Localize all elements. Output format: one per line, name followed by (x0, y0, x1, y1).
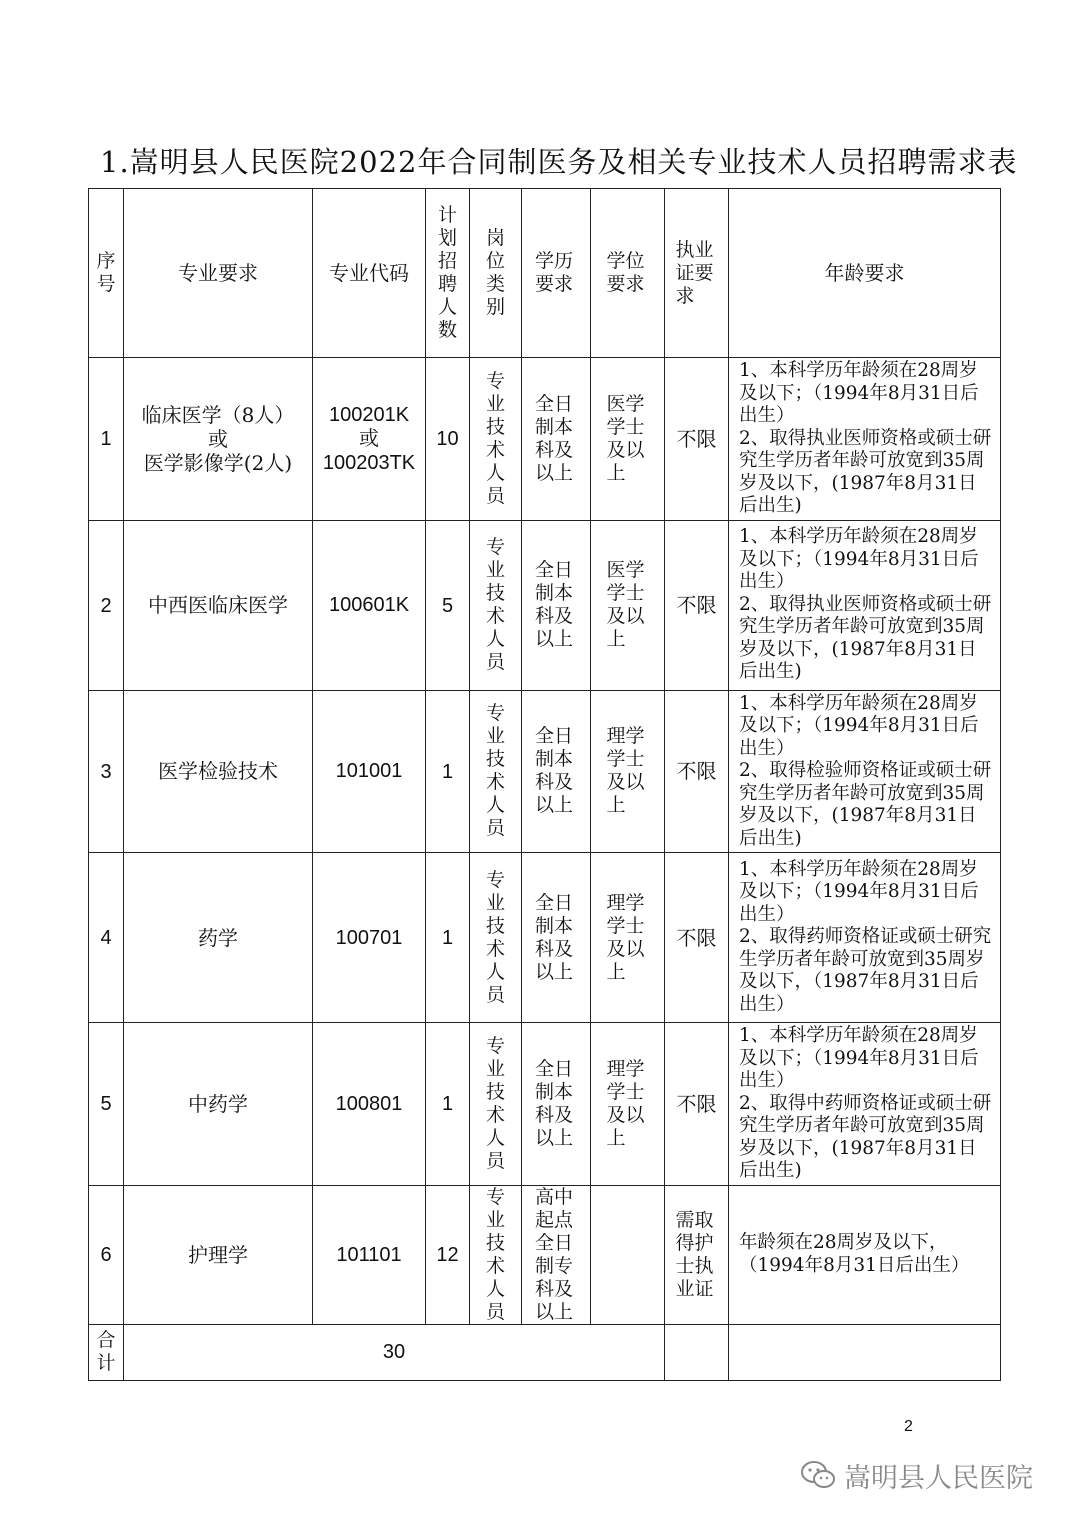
page-number: 2 (904, 1418, 913, 1435)
row-education: 全日制本科及以上 (522, 520, 591, 690)
header-major: 专业要求 (124, 189, 313, 358)
row-license: 不限 (665, 520, 729, 690)
row-major: 中药学 (124, 1023, 313, 1186)
header-age: 年龄要求 (729, 189, 1001, 358)
table-row (89, 1185, 1001, 1324)
row-no: 1 (89, 358, 124, 521)
row-license: 不限 (665, 358, 729, 521)
row-code: 101101 (313, 1185, 426, 1324)
page-title: 1.嵩明县人民医院2022年合同制医务及相关专业技术人员招聘需求表 (100, 145, 1018, 179)
total-age (729, 1324, 1001, 1380)
row-major: 中西医临床医学 (124, 520, 313, 690)
header-count: 计划招聘人数 (426, 189, 470, 358)
row-age: 年龄须在28周岁及以下，（1994年8月31日后出生） (729, 1185, 1001, 1324)
recruitment-table (88, 188, 1001, 1381)
total-value: 30 (124, 1324, 665, 1380)
row-major: 医学检验技术 (124, 690, 313, 853)
watermark-text: 嵩明县人民医院 (844, 1462, 1033, 1494)
row-count: 1 (426, 853, 470, 1023)
table-row (89, 690, 1001, 853)
watermark (800, 1455, 1033, 1495)
row-license: 不限 (665, 690, 729, 853)
header-code: 专业代码 (313, 189, 426, 358)
total-row (89, 1324, 1001, 1380)
row-count: 10 (426, 358, 470, 521)
header-no: 序号 (89, 189, 124, 358)
row-post-type: 专业技术人员 (470, 520, 522, 690)
row-post-type: 专业技术人员 (470, 1185, 522, 1324)
row-age: 1、本科学历年龄须在28周岁及以下；（1994年8月31日后出生） 2、取得执业医师资格或硕士研究生学历者年龄可放宽到35周岁及以下，(1987年8月31日后出生) (729, 358, 1001, 521)
row-code: 100201K 或 100203TK (313, 358, 426, 521)
header-degree: 学位要求 (591, 189, 665, 358)
row-degree: 医学学士及以上 (591, 358, 665, 521)
header-education: 学历要求 (522, 189, 591, 358)
row-license: 需取得护士执业证 (665, 1185, 729, 1324)
row-post-type: 专业技术人员 (470, 853, 522, 1023)
row-education: 全日制本科及以上 (522, 853, 591, 1023)
row-age: 1、本科学历年龄须在28周岁及以下；（1994年8月31日后出生） 2、取得执业医师资格或硕士研究生学历者年龄可放宽到35周岁及以下，(1987年8月31日后出生) (729, 520, 1001, 690)
row-post-type: 专业技术人员 (470, 358, 522, 521)
header-row (89, 189, 1001, 358)
table-row (89, 853, 1001, 1023)
row-degree: 理学学士及以上 (591, 853, 665, 1023)
row-education: 全日制本科及以上 (522, 358, 591, 521)
row-no: 2 (89, 520, 124, 690)
row-code: 100601K (313, 520, 426, 690)
row-code: 100801 (313, 1023, 426, 1186)
row-post-type: 专业技术人员 (470, 1023, 522, 1186)
row-education: 高中起点全日制专科及以上 (522, 1185, 591, 1324)
row-count: 5 (426, 520, 470, 690)
row-no: 3 (89, 690, 124, 853)
table-row (89, 520, 1001, 690)
row-no: 5 (89, 1023, 124, 1186)
row-count: 12 (426, 1185, 470, 1324)
row-age: 1、本科学历年龄须在28周岁及以下；（1994年8月31日后出生） 2、取得中药师资格证或硕士研究生学历者年龄可放宽到35周岁及以下，(1987年8月31日后出生) (729, 1023, 1001, 1186)
row-license: 不限 (665, 1023, 729, 1186)
row-major: 护理学 (124, 1185, 313, 1324)
row-age: 1、本科学历年龄须在28周岁及以下；（1994年8月31日后出生） 2、取得检验师资格证或硕士研究生学历者年龄可放宽到35周岁及以下，(1987年8月31日后出生) (729, 690, 1001, 853)
row-degree: 理学学士及以上 (591, 690, 665, 853)
row-age: 1、本科学历年龄须在28周岁及以下；（1994年8月31日后出生） 2、取得药师资格证或硕士研究生学历者年龄可放宽到35周岁及以下，（1987年8月31日后出生） (729, 853, 1001, 1023)
header-post-type: 岗位类别 (470, 189, 522, 358)
row-license: 不限 (665, 853, 729, 1023)
row-no: 6 (89, 1185, 124, 1324)
table-row (89, 358, 1001, 521)
row-no: 4 (89, 853, 124, 1023)
row-major: 药学 (124, 853, 313, 1023)
row-degree: 理学学士及以上 (591, 1023, 665, 1186)
table-row (89, 1023, 1001, 1186)
row-education: 全日制本科及以上 (522, 690, 591, 853)
row-degree: 医学学士及以上 (591, 520, 665, 690)
row-count: 1 (426, 1023, 470, 1186)
wechat-icon (800, 1460, 836, 1490)
row-code: 100701 (313, 853, 426, 1023)
row-code: 101001 (313, 690, 426, 853)
row-major: 临床医学（8人） 或 医学影像学(2人) (124, 358, 313, 521)
row-count: 1 (426, 690, 470, 853)
total-label: 合计 (89, 1324, 124, 1380)
row-post-type: 专业技术人员 (470, 690, 522, 853)
row-education: 全日制本科及以上 (522, 1023, 591, 1186)
row-degree (591, 1185, 665, 1324)
header-license: 执业证要求 (665, 189, 729, 358)
total-license (665, 1324, 729, 1380)
